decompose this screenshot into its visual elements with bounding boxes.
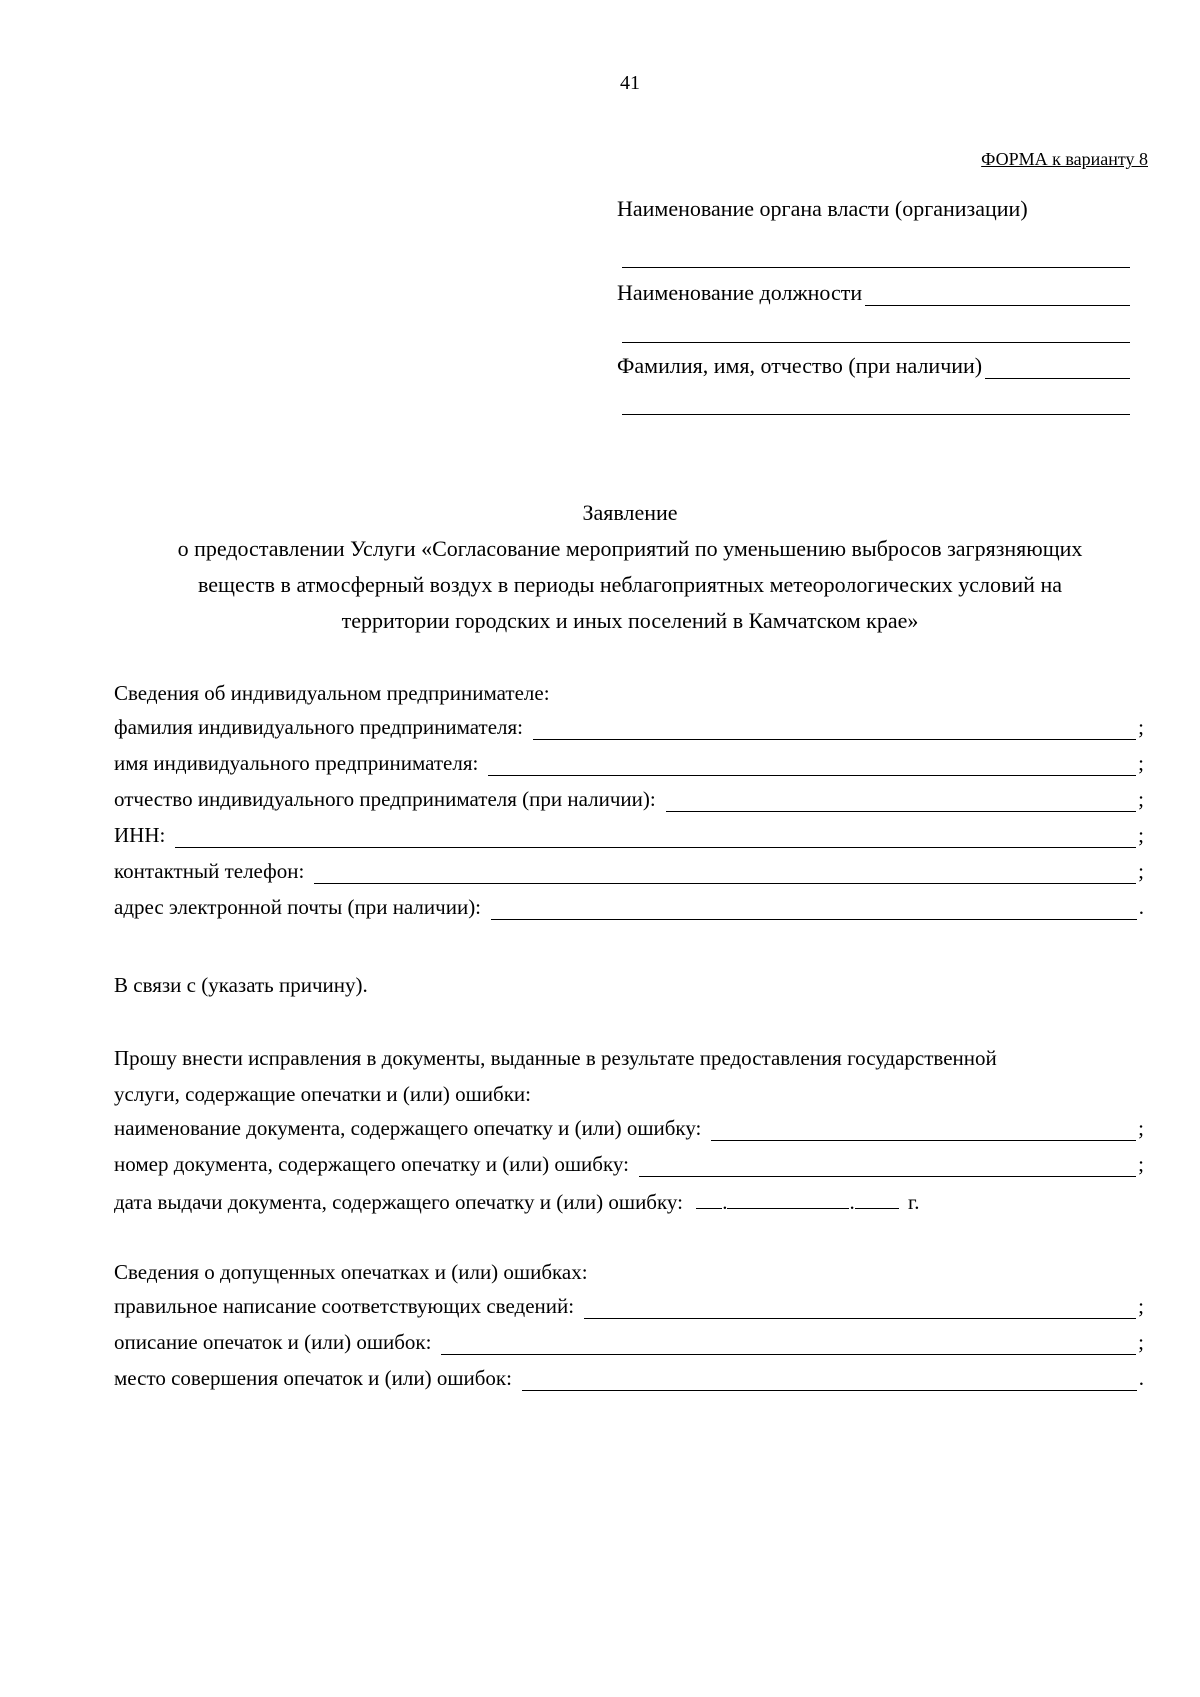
fullname-extra-blank[interactable] (622, 414, 1130, 415)
field-document-name (114, 1116, 1144, 1141)
field-blank[interactable] (584, 1296, 1136, 1319)
field-document-date (114, 1188, 919, 1215)
fullname-label: Фамилия, имя, отчество (при наличии) (617, 353, 983, 378)
field-terminator: ; (1138, 1294, 1144, 1318)
field-blank[interactable] (666, 789, 1136, 812)
field-label: отчество индивидуального предпринимателя (при наличии): (114, 787, 656, 811)
field-label: имя индивидуального предпринимателя: (114, 751, 479, 775)
field-label: адрес электронной почты (при наличии): (114, 895, 482, 919)
field-terminator: ; (1138, 1152, 1144, 1176)
date-day-blank[interactable] (696, 1188, 722, 1209)
field-error-description (114, 1330, 1144, 1355)
fullname-line (617, 353, 1130, 379)
date-separator: . (722, 1190, 728, 1214)
authority-name-line (617, 196, 1130, 222)
field-label: фамилия индивидуального предпринимателя: (114, 715, 523, 739)
date-month-blank[interactable] (727, 1188, 849, 1209)
field-blank[interactable] (533, 717, 1136, 740)
field-surname (114, 715, 1144, 740)
field-terminator: ; (1138, 1330, 1144, 1354)
fullname-blank[interactable] (985, 354, 1130, 379)
field-terminator: ; (1138, 823, 1144, 847)
date-year-blank[interactable] (855, 1188, 899, 1209)
field-error-location (114, 1366, 1144, 1391)
field-blank[interactable] (639, 1154, 1136, 1177)
request-line-1: Прошу внести исправления в документы, выданные в результате предоставления государственной (114, 1046, 997, 1070)
field-blank[interactable] (711, 1118, 1136, 1141)
authority-name-blank[interactable] (622, 267, 1130, 268)
field-inn (114, 823, 1144, 848)
position-extra-blank[interactable] (622, 342, 1130, 343)
document-subtitle-line-2: веществ в атмосферный воздух в периоды неблагоприятных метеорологических условий на (198, 572, 1062, 597)
field-name (114, 751, 1144, 776)
authority-name-label: Наименование органа власти (организации) (617, 196, 1028, 221)
page-number: 41 (620, 72, 640, 94)
field-blank[interactable] (175, 825, 1136, 848)
field-terminator: . (1138, 895, 1144, 919)
field-terminator: ; (1138, 787, 1144, 811)
field-blank[interactable] (491, 897, 1137, 920)
date-suffix: г. (907, 1190, 920, 1214)
field-label: наименование документа, содержащего опечатку и (или) ошибку: (114, 1116, 702, 1140)
field-document-number (114, 1152, 1144, 1177)
field-label: ИНН: (114, 823, 166, 847)
field-correct-spelling (114, 1294, 1144, 1319)
field-blank[interactable] (488, 753, 1136, 776)
field-terminator: ; (1138, 751, 1144, 775)
field-blank[interactable] (522, 1368, 1137, 1391)
field-label: описание опечаток и (или) ошибок: (114, 1330, 432, 1354)
field-label: место совершения опечаток и (или) ошибок: (114, 1366, 512, 1390)
position-blank[interactable] (865, 281, 1130, 306)
field-phone (114, 859, 1144, 884)
field-patronymic (114, 787, 1144, 812)
form-label: ФОРМА к варианту 8 (981, 149, 1148, 169)
field-email (114, 895, 1144, 920)
document-subtitle-line-1: о предоставлении Услуги «Согласование мероприятий по уменьшению выбросов загрязняющих (177, 536, 1083, 561)
document-subtitle-line-3: территории городских и иных поселений в Камчатском крае» (341, 608, 919, 633)
field-label: номер документа, содержащего опечатку и (или) ошибку: (114, 1152, 629, 1176)
field-terminator: ; (1138, 715, 1144, 739)
field-label: правильное написание соответствующих сведений: (114, 1294, 575, 1318)
errors-heading: Сведения о допущенных опечатках и (или) ошибках: (114, 1260, 588, 1284)
field-label: дата выдачи документа, содержащего опечатку и (или) ошибку: (114, 1190, 683, 1214)
field-blank[interactable] (314, 861, 1136, 884)
field-label: контактный телефон: (114, 859, 305, 883)
position-label: Наименование должности (617, 280, 863, 305)
reason-text: В связи с (указать причину). (114, 973, 368, 997)
field-terminator: ; (1138, 1116, 1144, 1140)
field-blank[interactable] (441, 1332, 1136, 1355)
position-line (617, 280, 1130, 306)
field-terminator: ; (1138, 859, 1144, 883)
request-line-2: услуги, содержащие опечатки и (или) ошибки: (114, 1082, 531, 1106)
field-terminator: . (1138, 1366, 1144, 1390)
document-title: Заявление (582, 500, 678, 525)
entrepreneur-heading: Сведения об индивидуальном предпринимателе: (114, 681, 550, 705)
date-separator: . (849, 1190, 855, 1214)
